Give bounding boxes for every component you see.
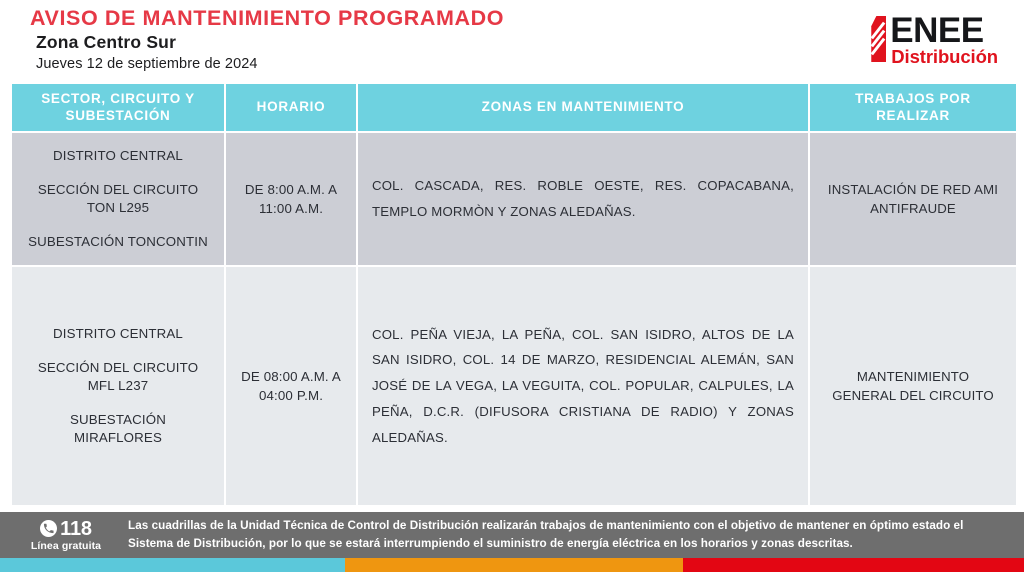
cell-work: MANTENIMIENTO GENERAL DEL CIRCUITO bbox=[810, 267, 1016, 505]
sector-substation: SUBESTACIÓN TONCONTIN bbox=[28, 233, 208, 249]
logo-name: ENEE bbox=[890, 11, 984, 50]
enee-tower-icon bbox=[869, 16, 888, 62]
cell-sector bbox=[12, 267, 224, 505]
cell-sector bbox=[12, 133, 224, 265]
logo-subtitle: Distribución bbox=[891, 46, 998, 68]
sector-circuit: SECCIÓN DEL CIRCUITO TON L295 bbox=[37, 182, 199, 215]
color-bar-cyan bbox=[0, 558, 345, 572]
cell-work: INSTALACIÓN DE RED AMI ANTIFRAUDE bbox=[810, 133, 1016, 265]
column-header-sector: SECTOR, CIRCUITO Y SUBESTACIÓN bbox=[12, 84, 224, 131]
table-header-row bbox=[12, 84, 1016, 131]
table-row bbox=[12, 133, 1016, 265]
column-header-schedule: HORARIO bbox=[226, 84, 356, 131]
column-header-work: TRABAJOS POR REALIZAR bbox=[810, 84, 1016, 131]
enee-logo bbox=[869, 11, 998, 68]
sector-substation: SUBESTACIÓN MIRAFLORES bbox=[70, 411, 166, 445]
hotline-number: 118 bbox=[60, 517, 92, 540]
column-header-zones: ZONAS EN MANTENIMIENTO bbox=[358, 84, 808, 131]
maintenance-table bbox=[10, 82, 1018, 507]
color-bar-red bbox=[683, 558, 1024, 572]
color-bar-orange bbox=[345, 558, 683, 572]
zone-subtitle: Zona Centro Sur bbox=[36, 31, 177, 52]
cell-zones: COL. CASCADA, RES. ROBLE OESTE, RES. COPACABANA, TEMPLO MORMÒN Y ZONAS ALEDAÑAS. bbox=[358, 133, 808, 265]
cell-zones: COL. PEÑA VIEJA, LA PEÑA, COL. SAN ISIDRO, ALTOS DE LA SAN ISIDRO, COL. 14 DE MARZO, RESIDENCIAL ALEMÁN, SAN JOSÉ DE LA VEGA, LA VEGUITA, COL. POPULAR, CALPULES, LA PEÑA, D.C.R. (DIFUSORA CRISTIANA DE RADIO) Y ZONAS ALEDAÑAS. bbox=[358, 267, 808, 505]
hotline-label: Línea gratuita bbox=[30, 539, 102, 552]
notice-date: Jueves 12 de septiembre de 2024 bbox=[36, 56, 258, 73]
bottom-color-bar bbox=[0, 558, 1024, 572]
page-title: AVISO DE MANTENIMIENTO PROGRAMADO bbox=[30, 6, 505, 30]
poster-footer bbox=[0, 512, 1024, 558]
phone-icon bbox=[40, 520, 57, 537]
cell-schedule: DE 08:00 A.M. A 04:00 P.M. bbox=[226, 267, 356, 505]
poster-header bbox=[0, 0, 1024, 78]
sector-circuit: SECCIÓN DEL CIRCUITO MFL L237 bbox=[37, 360, 199, 394]
cell-schedule: DE 8:00 A.M. A 11:00 A.M. bbox=[226, 133, 356, 265]
hotline-block bbox=[0, 519, 128, 552]
sector-district: DISTRITO CENTRAL bbox=[53, 148, 183, 164]
sector-district: DISTRITO CENTRAL bbox=[53, 326, 183, 342]
footer-notice-text: Las cuadrillas de la Unidad Técnica de Control de Distribución realizarán trabajos de mantenimiento con el objetivo de mantener en óptimo estado el Sistema de Distribución, por lo que se estará interrumpiendo el suministro de energía eléctrica en los horarios y zonas descritas. bbox=[128, 518, 964, 550]
table-row bbox=[12, 267, 1016, 505]
